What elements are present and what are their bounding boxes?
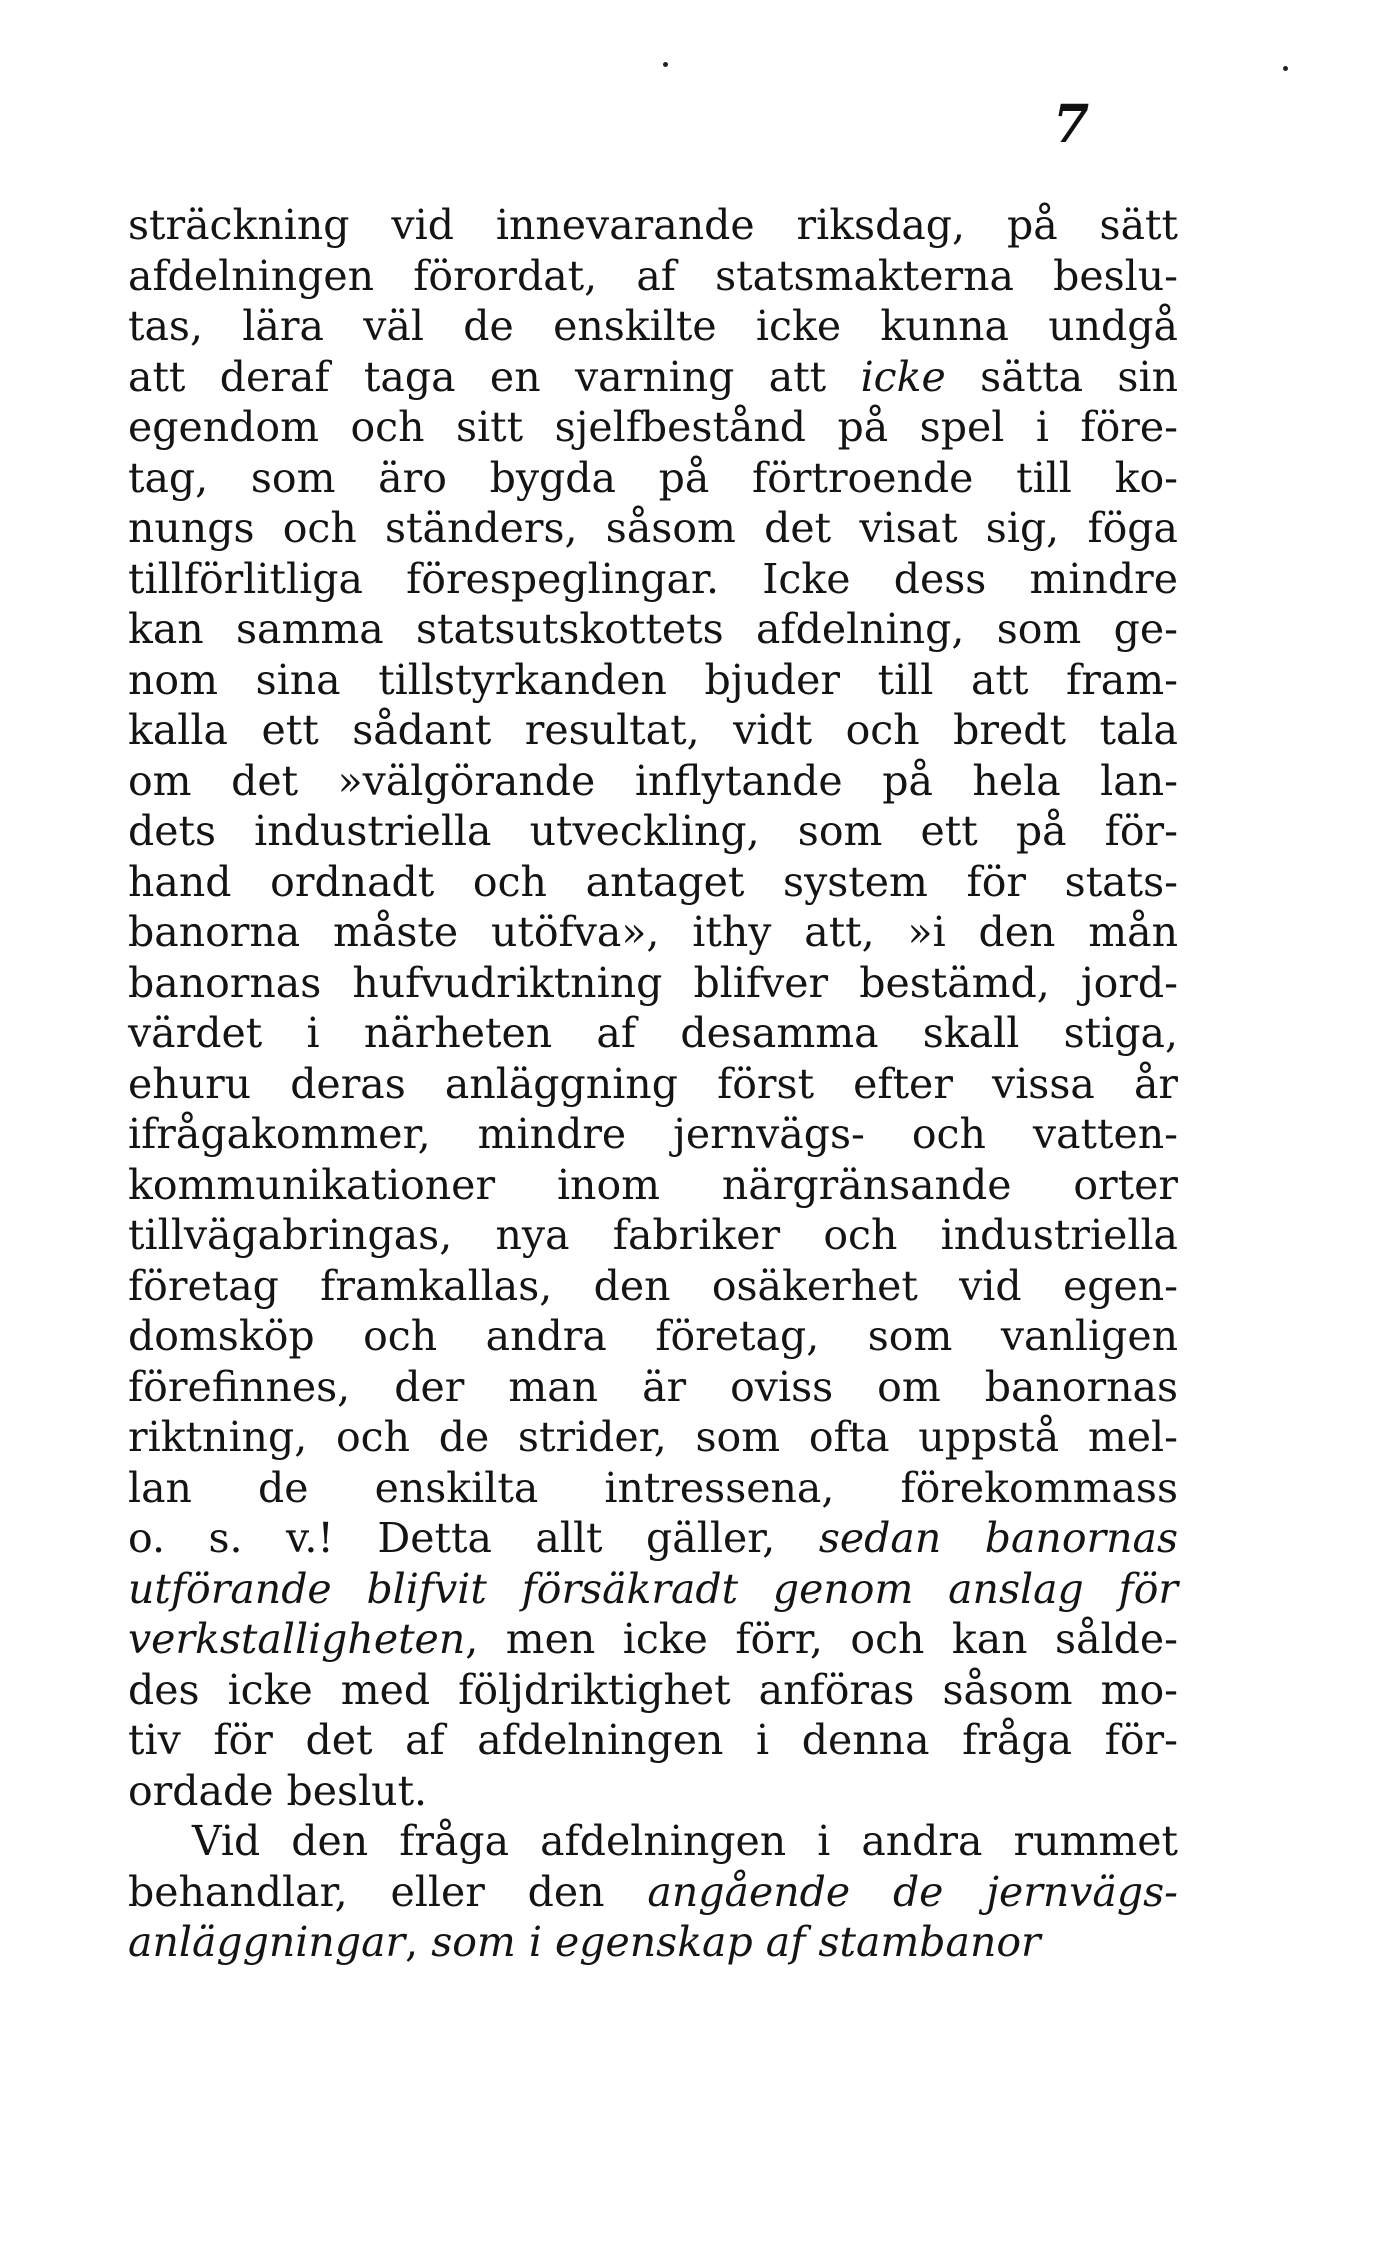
body-text — [128, 200, 1178, 1968]
text-run: lan de enskilta intressena, förekommass — [128, 1463, 1178, 1512]
text-run: att deraf taga en varning att — [128, 352, 861, 401]
text-line — [128, 503, 1178, 554]
text-run: tiv för det af afdelningen i denna fråga för- — [128, 1716, 1178, 1764]
italic-text: angående de jernvägs- — [647, 1867, 1178, 1916]
text-line — [128, 1109, 1178, 1160]
italic-text: anläggningar — [128, 1918, 406, 1966]
text-line — [128, 1412, 1178, 1463]
text-line — [128, 958, 1178, 1009]
text-run: tillvägabringas, nya fabriker och industriella — [128, 1211, 1178, 1259]
text-line — [128, 705, 1178, 756]
text-run: sträckning vid innevarande riksdag, på sätt — [128, 201, 1178, 249]
text-line — [128, 453, 1178, 504]
italic-text: utförande blifvit försäkradt genom anslag för — [128, 1564, 1178, 1613]
text-run: riktning, och de strider, som ofta uppstå mel- — [128, 1413, 1178, 1461]
text-line — [128, 402, 1178, 453]
text-line — [128, 1867, 1178, 1918]
print-speck — [1283, 66, 1288, 71]
text-run: dets industriella utveckling, som ett på för- — [128, 807, 1178, 855]
text-line — [128, 352, 1178, 403]
print-speck — [663, 62, 668, 67]
text-line — [128, 655, 1178, 706]
text-run: domsköp och andra företag, som vanligen — [128, 1312, 1178, 1360]
text-line — [128, 1917, 1178, 1968]
text-run: des icke med följdriktighet anföras såsom mo- — [128, 1665, 1178, 1714]
text-run: banorna måste utöfva», ithy att, »i den mån — [128, 908, 1178, 956]
text-run: förefinnes, der man är oviss om banornas — [128, 1362, 1178, 1411]
text-run: om det »välgörande inflytande på hela lan- — [128, 756, 1178, 805]
text-run: behandlar, eller den — [128, 1867, 648, 1916]
text-run: tillförlitliga förespeglingar. Icke dess mindre — [128, 554, 1178, 603]
text-run: tas, lära väl de enskilte icke kunna undgå — [128, 302, 1178, 350]
text-run: kan samma statsutskottets afdelning, som ge- — [128, 605, 1178, 653]
text-run: värdet i närheten af desamma skall stiga, — [128, 1009, 1178, 1057]
text-line — [128, 907, 1178, 958]
text-line — [128, 1210, 1178, 1261]
text-run: afdelningen förordat, af statsmakterna beslu- — [128, 251, 1178, 300]
text-line — [128, 857, 1178, 908]
text-run: företag framkallas, den osäkerhet vid egen- — [128, 1261, 1178, 1310]
text-line — [128, 1766, 1178, 1817]
text-line — [128, 1362, 1178, 1413]
text-run: sätta sin — [945, 352, 1178, 401]
text-line — [128, 1816, 1178, 1867]
italic-text: verkstalligheten — [128, 1615, 466, 1663]
text-run: o. s. v.! Detta allt gäller, — [128, 1514, 819, 1562]
text-line — [128, 1059, 1178, 1110]
text-run: ordade beslut. — [128, 1766, 428, 1815]
text-line — [128, 1513, 1178, 1564]
text-line — [128, 251, 1178, 302]
text-run: ifrågakommer, mindre jernvägs- och vatten- — [128, 1110, 1178, 1158]
italic-text: som i egenskap af stambanor — [431, 1918, 1041, 1966]
text-line — [128, 806, 1178, 857]
text-line — [128, 301, 1178, 352]
text-run: hand ordnadt och antaget system för stats- — [128, 857, 1178, 906]
text-line — [128, 1311, 1178, 1362]
text-line — [128, 604, 1178, 655]
text-run: egendom och sitt sjelfbestånd på spel i före- — [128, 403, 1178, 451]
text-line — [128, 554, 1178, 605]
text-line — [128, 200, 1178, 251]
text-line — [128, 1160, 1178, 1211]
text-run: nungs och ständers, såsom det visat sig, föga — [128, 504, 1178, 552]
text-run: tag, som äro bygda på förtroende till ko- — [128, 453, 1178, 502]
text-line — [128, 1261, 1178, 1312]
text-line — [128, 1715, 1178, 1766]
page-number: 7 — [1053, 94, 1090, 155]
text-line — [128, 1008, 1178, 1059]
text-run: , men icke förr, och kan sålde- — [465, 1615, 1178, 1663]
text-line — [128, 1463, 1178, 1514]
text-run: ehuru deras anläggning först efter vissa år — [128, 1059, 1178, 1108]
text-run: banornas hufvudriktning blifver bestämd, jord- — [128, 958, 1178, 1007]
italic-text: sedan banornas — [818, 1514, 1178, 1562]
text-line — [128, 756, 1178, 807]
text-line — [128, 1665, 1178, 1716]
text-run: , — [405, 1918, 432, 1966]
text-run: Vid den fråga afdelningen i andra rummet — [192, 1817, 1178, 1865]
text-run: nom sina tillstyrkanden bjuder till att fram- — [128, 655, 1178, 704]
italic-text: icke — [860, 352, 946, 401]
text-run: kommunikationer inom närgränsande orter — [128, 1160, 1178, 1209]
text-line — [128, 1564, 1178, 1615]
text-line — [128, 1614, 1178, 1665]
text-run: kalla ett sådant resultat, vidt och bredt tala — [128, 706, 1178, 754]
